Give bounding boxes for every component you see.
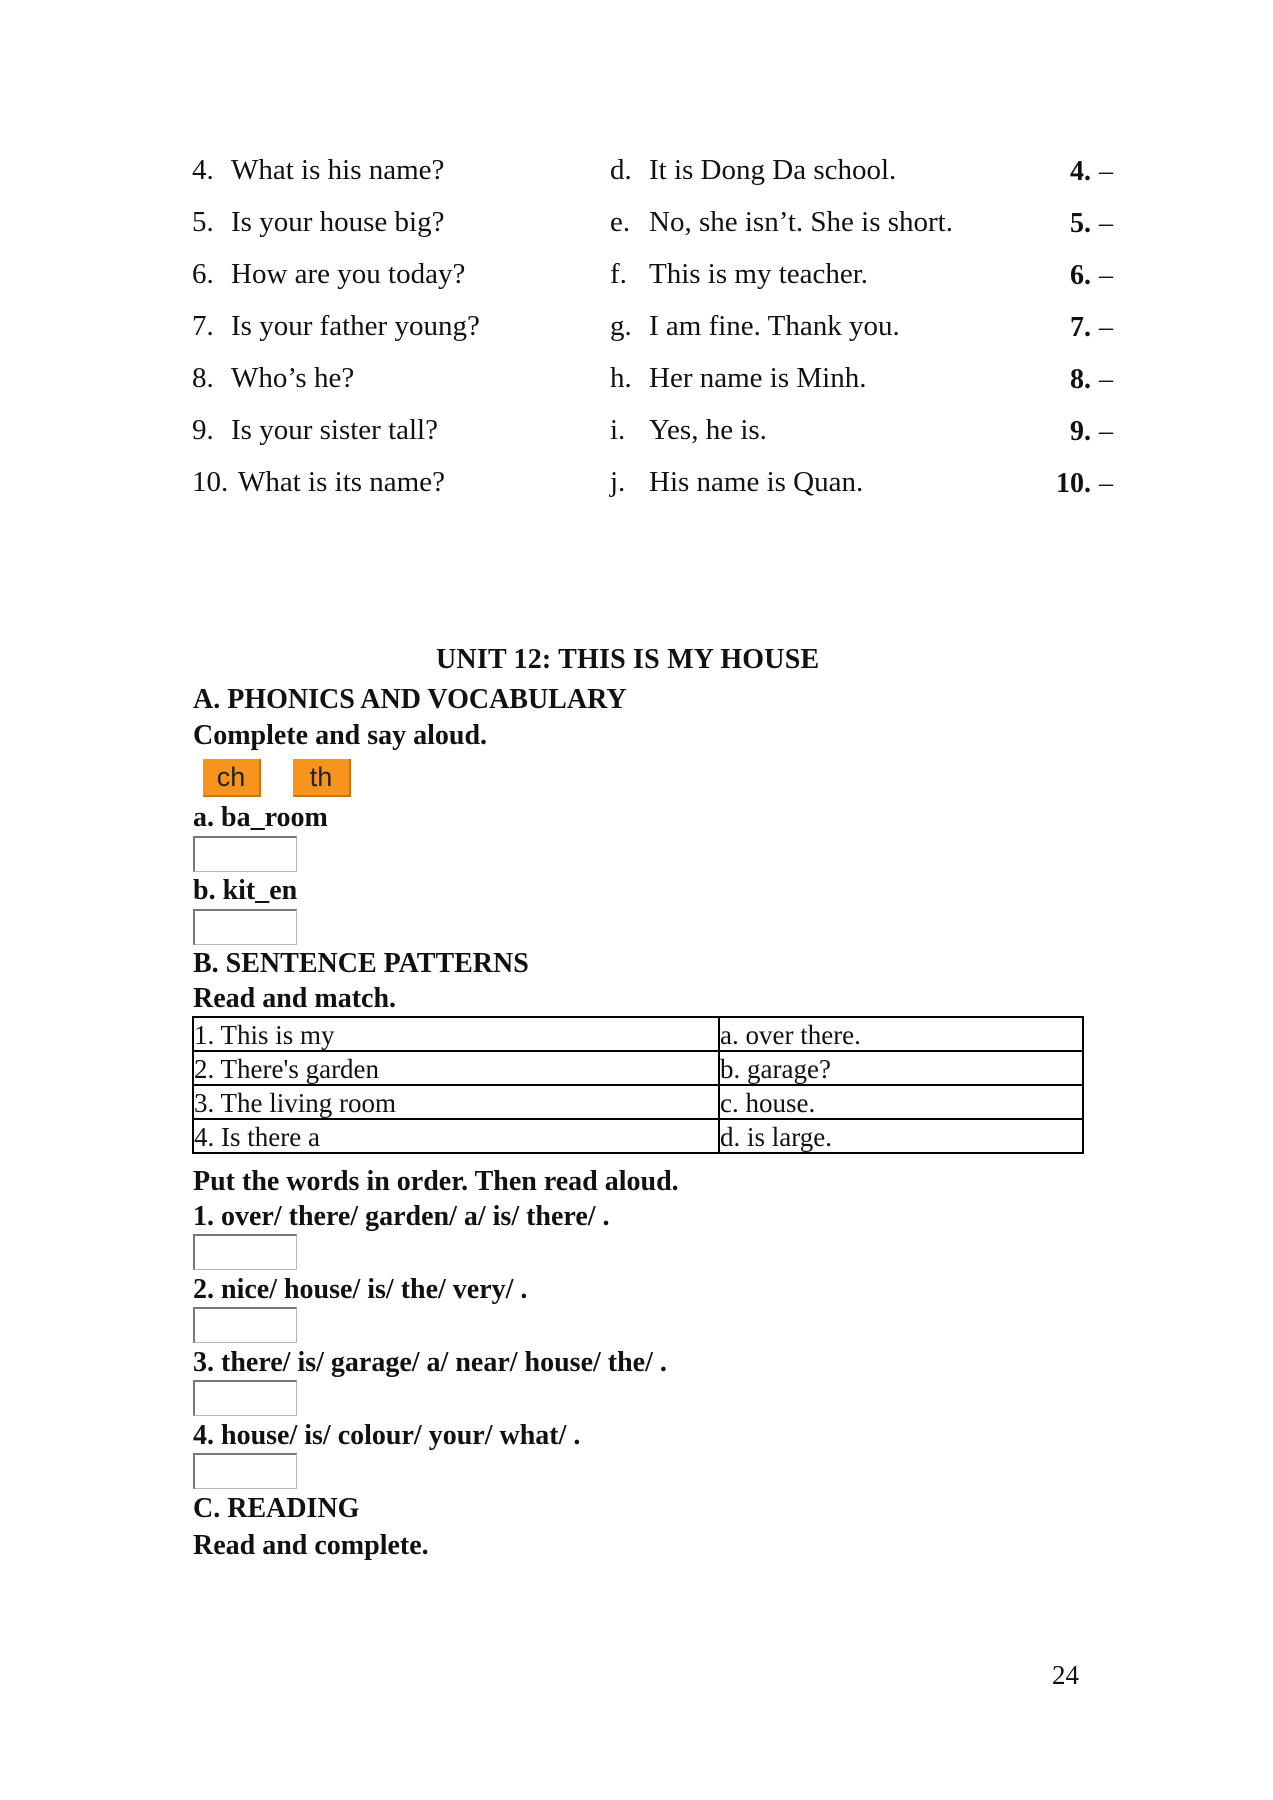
answer-blank[interactable] (1070, 312, 1160, 344)
answer-letter: i. (610, 414, 626, 446)
order-instruction: Put the words in order. Then read aloud. (193, 1166, 679, 1197)
unit-title: UNIT 12: THIS IS MY HOUSE (436, 644, 820, 675)
table-cell: 4. Is there a (193, 1119, 719, 1153)
answer-text: This is my teacher. (649, 258, 869, 290)
question-text: Is your house big? (231, 206, 445, 238)
question-text: Is your father young? (231, 310, 480, 342)
order-item-2: 2. nice/ house/ is/ the/ very/ . (193, 1274, 528, 1305)
option-th-button[interactable]: th (293, 759, 351, 797)
answer-text: Her name is Minh. (649, 362, 867, 394)
table-cell: 3. The living room (193, 1085, 719, 1119)
order-answer-4-input[interactable] (193, 1453, 297, 1489)
answer-letter: e. (610, 206, 631, 238)
vocab-answer-a-input[interactable] (193, 836, 297, 872)
order-item-1: 1. over/ there/ garden/ a/ is/ there/ . (193, 1201, 610, 1232)
blank-number: 4. (1070, 156, 1091, 187)
answer-text: It is Dong Da school. (649, 154, 897, 186)
answer-letter: h. (610, 362, 632, 394)
question-number: 4. (192, 154, 214, 186)
vocab-item-b: b. kit_en (193, 875, 298, 906)
table-row (193, 1119, 1083, 1153)
answer-text: No, she isn’t. She is short. (649, 206, 953, 238)
table-row (193, 1085, 1083, 1119)
match-table (192, 1016, 1084, 1154)
section-c-heading: C. READING (193, 1493, 360, 1524)
question-number: 6. (192, 258, 214, 290)
question-item (192, 258, 465, 291)
table-cell: d. is large. (719, 1119, 1083, 1153)
answer-blank[interactable] (1070, 156, 1160, 188)
question-text: How are you today? (231, 258, 466, 290)
blank-number: 7. (1070, 312, 1091, 343)
section-b-instruction: Read and match. (193, 983, 397, 1014)
section-a-heading: A. PHONICS AND VOCABULARY (193, 684, 627, 715)
answer-letter: j. (610, 466, 626, 498)
table-cell: c. house. (719, 1085, 1083, 1119)
blank-number: 6. (1070, 260, 1091, 291)
question-number: 10. (192, 466, 229, 498)
question-item (192, 310, 480, 343)
option-ch-button[interactable]: ch (203, 759, 261, 797)
answer-letter: d. (610, 154, 632, 186)
order-answer-1-input[interactable] (193, 1234, 297, 1270)
question-number: 7. (192, 310, 214, 342)
table-cell: 2. There's garden (193, 1051, 719, 1085)
blank-number: 9. (1070, 416, 1091, 447)
blank-number: 8. (1070, 364, 1091, 395)
section-c-instruction: Read and complete. (193, 1530, 429, 1561)
question-number: 9. (192, 414, 214, 446)
blank-dash: – (1099, 416, 1113, 447)
blank-dash: – (1099, 260, 1113, 291)
answer-item (610, 466, 863, 499)
answer-blank[interactable] (1070, 416, 1160, 448)
answer-blank[interactable] (1070, 208, 1160, 240)
answer-blank[interactable] (1056, 468, 1160, 500)
answer-letter: f. (610, 258, 627, 290)
order-item-4: 4. house/ is/ colour/ your/ what/ . (193, 1420, 581, 1451)
question-item (192, 206, 444, 239)
section-a-instruction: Complete and say aloud. (193, 720, 488, 751)
order-answer-2-input[interactable] (193, 1307, 297, 1343)
blank-dash: – (1099, 208, 1113, 239)
order-answer-3-input[interactable] (193, 1380, 297, 1416)
question-number: 8. (192, 362, 214, 394)
blank-dash: – (1099, 156, 1113, 187)
page-number: 24 (1052, 1660, 1079, 1690)
answer-text: I am fine. Thank you. (649, 310, 900, 342)
table-cell: a. over there. (719, 1017, 1083, 1051)
answer-item (610, 310, 900, 343)
table-cell: b. garage? (719, 1051, 1083, 1085)
answer-item (610, 258, 868, 291)
answer-item (610, 414, 767, 447)
question-item (192, 466, 445, 499)
blank-number: 5. (1070, 208, 1091, 239)
blank-dash: – (1099, 468, 1113, 499)
question-text: What is its name? (238, 466, 445, 498)
blank-dash: – (1099, 312, 1113, 343)
answer-blank[interactable] (1070, 364, 1160, 396)
vocab-item-a: a. ba_room (193, 802, 328, 833)
blank-dash: – (1099, 364, 1113, 395)
question-item (192, 362, 354, 395)
order-item-3: 3. there/ is/ garage/ a/ near/ house/ the/ . (193, 1347, 667, 1378)
answer-blank[interactable] (1070, 260, 1160, 292)
answer-item (610, 206, 953, 239)
table-cell: 1. This is my (193, 1017, 719, 1051)
answer-text: Yes, he is. (649, 414, 767, 446)
question-text: Who’s he? (231, 362, 355, 394)
question-text: Is your sister tall? (231, 414, 438, 446)
question-item (192, 414, 438, 447)
question-item (192, 154, 444, 187)
table-row (193, 1051, 1083, 1085)
answer-text: His name is Quan. (649, 466, 864, 498)
question-text: What is his name? (231, 154, 445, 186)
answer-item (610, 362, 866, 395)
question-number: 5. (192, 206, 214, 238)
answer-item (610, 154, 896, 187)
section-b-heading: B. SENTENCE PATTERNS (193, 948, 529, 979)
vocab-answer-b-input[interactable] (193, 909, 297, 945)
answer-letter: g. (610, 310, 632, 342)
table-row (193, 1017, 1083, 1051)
blank-number: 10. (1056, 468, 1091, 499)
